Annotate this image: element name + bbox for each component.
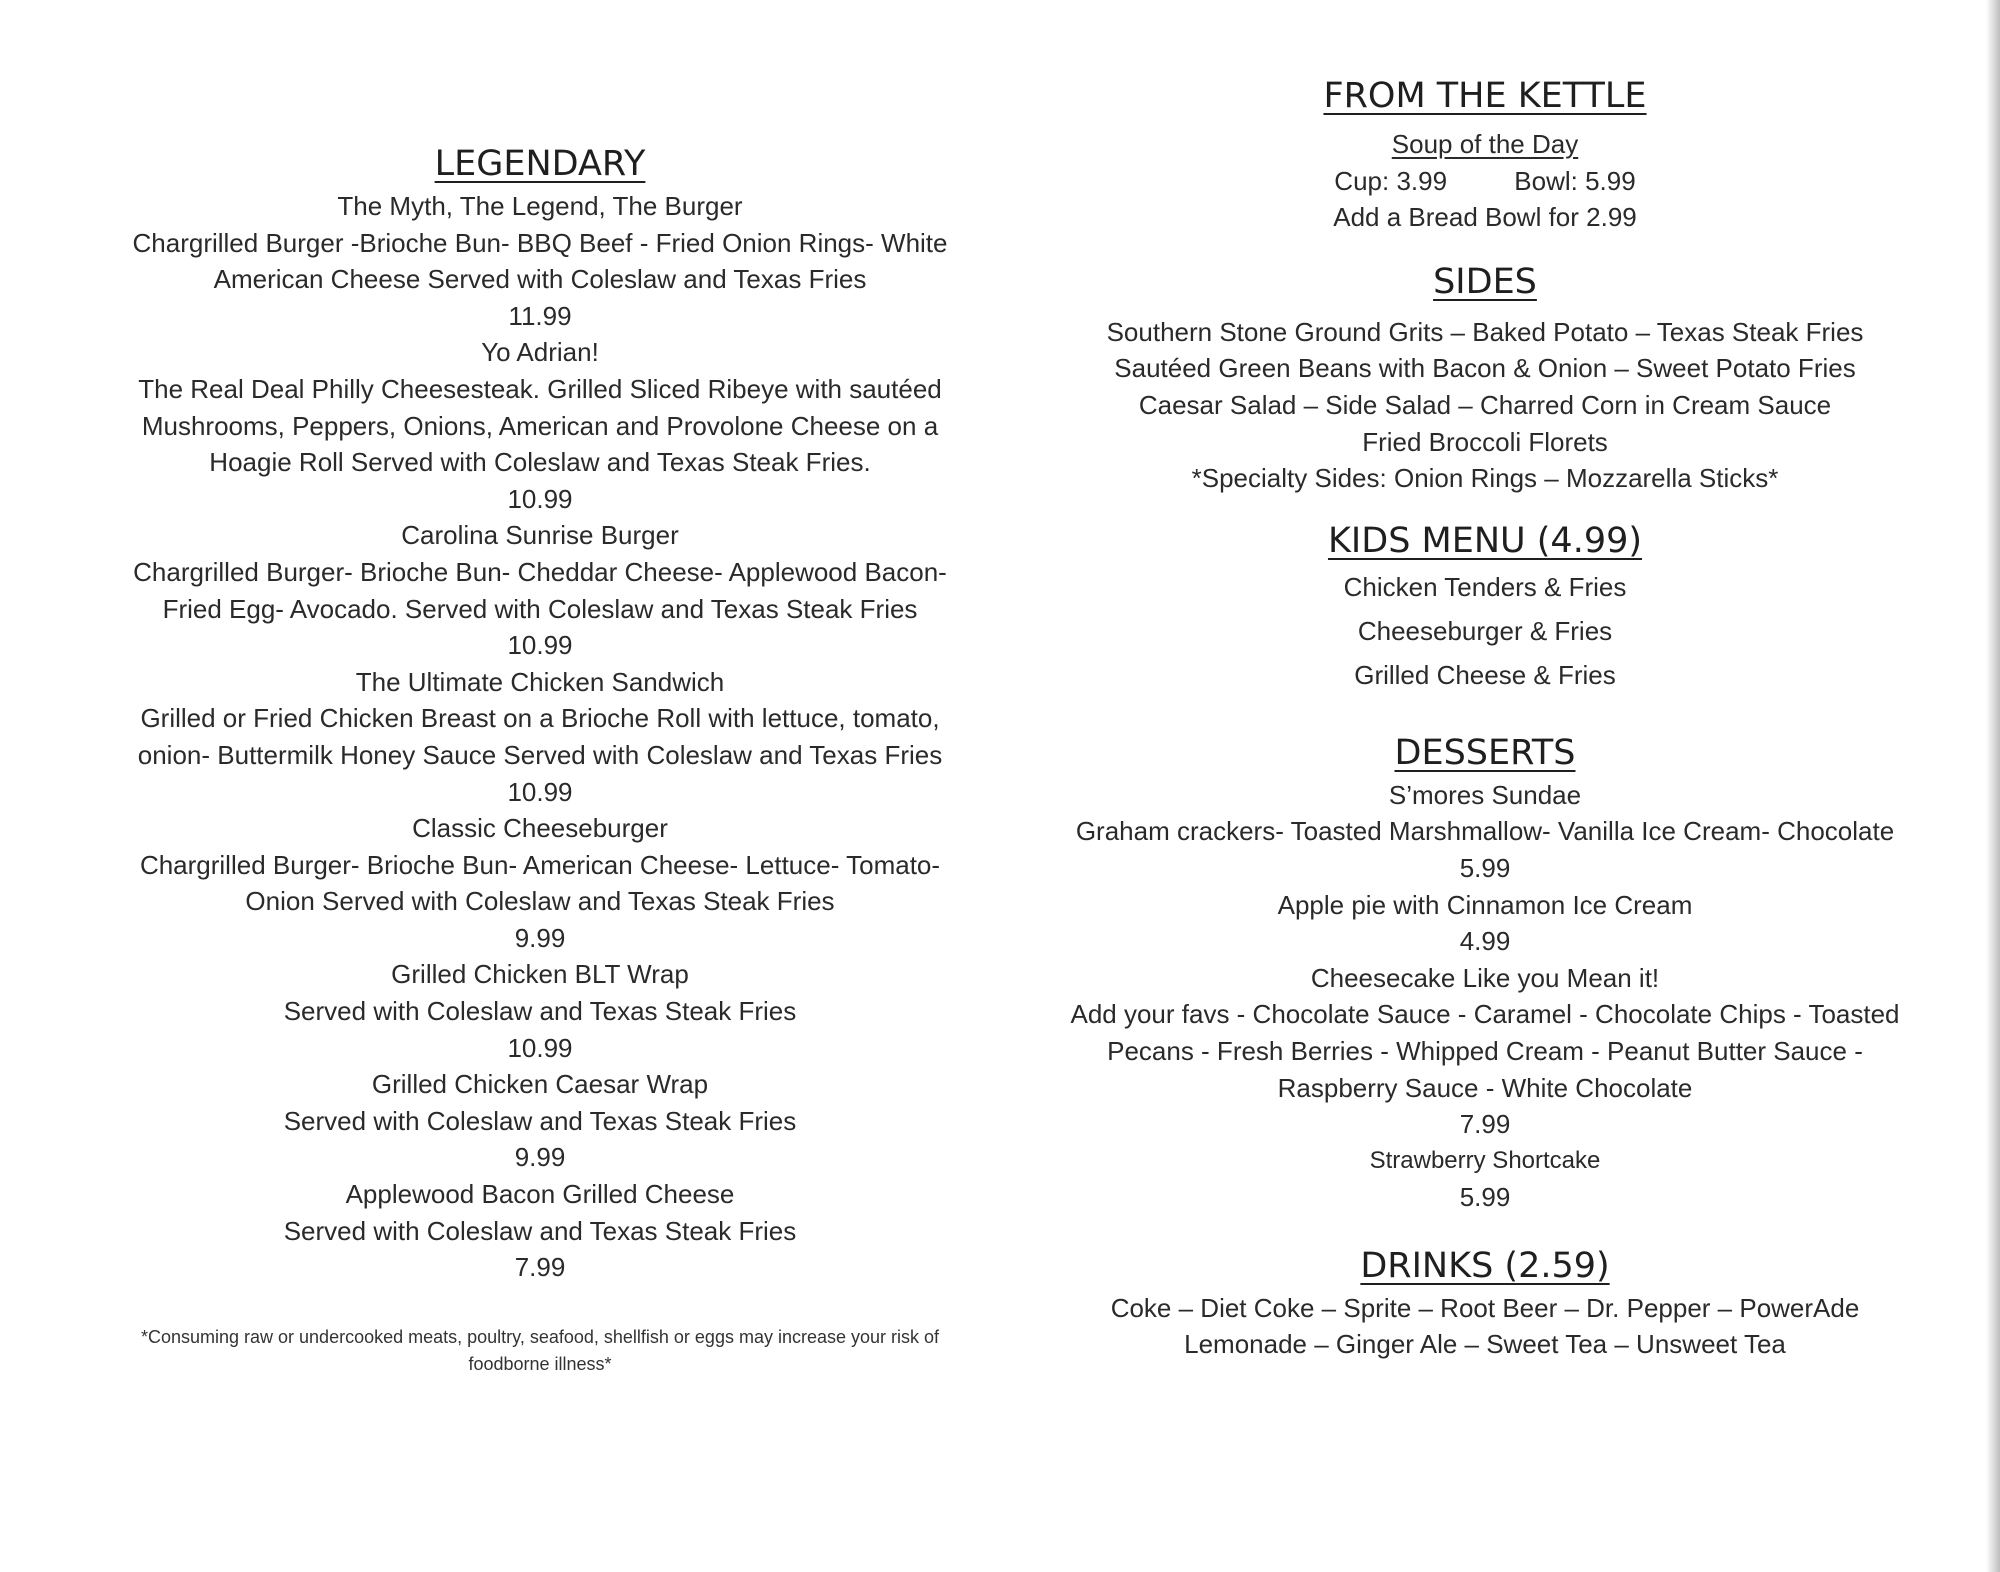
item-description: Grilled or Fried Chicken Breast on a Brioche Roll with lettuce, tomato, [140,703,940,734]
desserts-section [1040,729,1930,1216]
legendary-heading: LEGENDARY [434,144,646,184]
bowl-price: Bowl: 5.99 [1514,165,1636,196]
menu-item [100,956,980,1066]
sides-section [1040,258,1930,497]
item-description: Chargrilled Burger- Brioche Bun- Cheddar Cheese- Applewood Bacon- [133,556,947,587]
kettle-heading: FROM THE KETTLE [1323,76,1647,116]
dessert-price: 7.99 [1459,1109,1511,1140]
item-name: Applewood Bacon Grilled Cheese [345,1179,735,1210]
item-description: onion- Buttermilk Honey Sauce Served with Coleslaw and Texas Fries [137,739,943,770]
sides-line: Sautéed Green Beans with Bacon & Onion – Sweet Potato Fries [1114,353,1856,384]
item-description: Chargrilled Burger -Brioche Bun- BBQ Beef - Fried Onion Rings- White [132,227,948,258]
item-description: Hoagie Roll Served with Coleslaw and Texas Steak Fries. [209,447,871,478]
item-description: Served with Coleslaw and Texas Steak Fries [283,1215,797,1246]
menu-item [100,664,980,810]
item-name: The Ultimate Chicken Sandwich [355,666,725,697]
legendary-section [100,140,980,1378]
item-price: 10.99 [507,630,573,661]
menu-item [100,188,980,334]
item-name: Grilled Chicken BLT Wrap [391,959,689,990]
sides-line: Fried Broccoli Florets [1362,426,1608,457]
kids-menu-section [1040,517,1930,697]
bread-bowl-addon: Add a Bread Bowl for 2.99 [1333,202,1637,233]
spacer [1040,236,1930,258]
notice-line: foodborne illness* [468,1353,612,1374]
dessert-price: 4.99 [1459,926,1511,957]
dessert-price: 5.99 [1459,1182,1511,1213]
dessert-line: Add your favs - Chocolate Sauce - Caramel - Chocolate Chips - Toasted [1070,999,1900,1030]
drinks-heading: DRINKS (2.59) [1360,1245,1610,1286]
drinks-section [1040,1242,1930,1363]
item-description: Mushrooms, Peppers, Onions, American and Provolone Cheese on a [141,410,939,441]
spacer [1040,497,1930,517]
item-price: 7.99 [514,1252,566,1283]
menu-item [100,1066,980,1176]
dessert-line: Apple pie with Cinnamon Ice Cream [1277,889,1693,920]
right-column [1040,72,1930,1363]
desserts-heading: DESSERTS [1394,732,1576,773]
item-name: Carolina Sunrise Burger [401,520,679,551]
menu-item [100,517,980,663]
drinks-line: Coke – Diet Coke – Sprite – Root Beer – Dr. Pepper – PowerAde [1110,1292,1860,1323]
page-edge-shadow [1986,0,2000,1572]
item-price: 11.99 [508,300,572,331]
item-name: Grilled Chicken Caesar Wrap [371,1069,709,1100]
dessert-line: S’mores Sundae [1388,779,1582,810]
item-description: Served with Coleslaw and Texas Steak Fries [283,1105,797,1136]
kids-item: Chicken Tenders & Fries [1343,571,1627,602]
sides-line: *Specialty Sides: Onion Rings – Mozzarella Sticks* [1191,463,1779,494]
notice-line: *Consuming raw or undercooked meats, poultry, seafood, shellfish or eggs may increase your risk of [140,1326,940,1347]
item-description: American Cheese Served with Coleslaw and Texas Fries [213,264,867,295]
dessert-price: 5.99 [1459,852,1511,883]
item-name: Classic Cheeseburger [412,813,668,844]
cup-price: Cup: 3.99 [1334,165,1448,196]
menu-item [100,334,980,517]
spacer [1040,306,1930,314]
kids-menu-heading: KIDS MENU (4.99) [1327,520,1643,561]
dessert-line: Pecans - Fresh Berries - Whipped Cream - Peanut Butter Sauce - [1107,1035,1863,1066]
item-price: 9.99 [514,1142,566,1173]
item-description: Served with Coleslaw and Texas Steak Fries [283,996,797,1027]
item-description: Onion Served with Coleslaw and Texas Steak Fries [245,886,835,917]
dessert-line: Strawberry Shortcake [1369,1146,1601,1174]
item-price: 10.99 [507,483,573,514]
item-name: The Myth, The Legend, The Burger [337,191,743,221]
sides-line: Caesar Salad – Side Salad – Charred Corn in Cream Sauce [1138,389,1832,420]
dessert-line: Raspberry Sauce - White Chocolate [1277,1072,1693,1103]
kids-item: Grilled Cheese & Fries [1354,659,1616,690]
item-price: 10.99 [507,1032,573,1063]
spacer [1040,697,1930,729]
kettle-section [1040,72,1930,236]
soup-of-the-day: Soup of the Day [1391,129,1579,159]
dessert-line: Graham crackers- Toasted Marshmallow- Vanilla Ice Cream- Chocolate [1075,816,1895,847]
item-price: 10.99 [507,776,573,807]
spacer [1040,1216,1930,1242]
item-description: The Real Deal Philly Cheesesteak. Grilled Sliced Ribeye with sautéed [138,373,942,404]
menu-item [100,810,980,956]
menu-item [100,1176,980,1286]
sides-line: Southern Stone Ground Grits – Baked Potato – Texas Steak Fries [1106,316,1864,347]
item-name: Yo Adrian! [481,337,599,368]
dessert-line: Cheesecake Like you Mean it! [1310,962,1660,993]
soup-prices [1040,163,1930,200]
kids-item: Cheeseburger & Fries [1357,615,1613,646]
item-price: 9.99 [514,922,566,953]
food-safety-notice [100,1324,980,1378]
drinks-line: Lemonade – Ginger Ale – Sweet Tea – Unsweet Tea [1184,1329,1786,1360]
item-description: Fried Egg- Avocado. Served with Coleslaw and Texas Steak Fries [162,593,918,624]
sides-heading: SIDES [1433,261,1537,302]
item-description: Chargrilled Burger- Brioche Bun- American Cheese- Lettuce- Tomato- [139,849,941,880]
